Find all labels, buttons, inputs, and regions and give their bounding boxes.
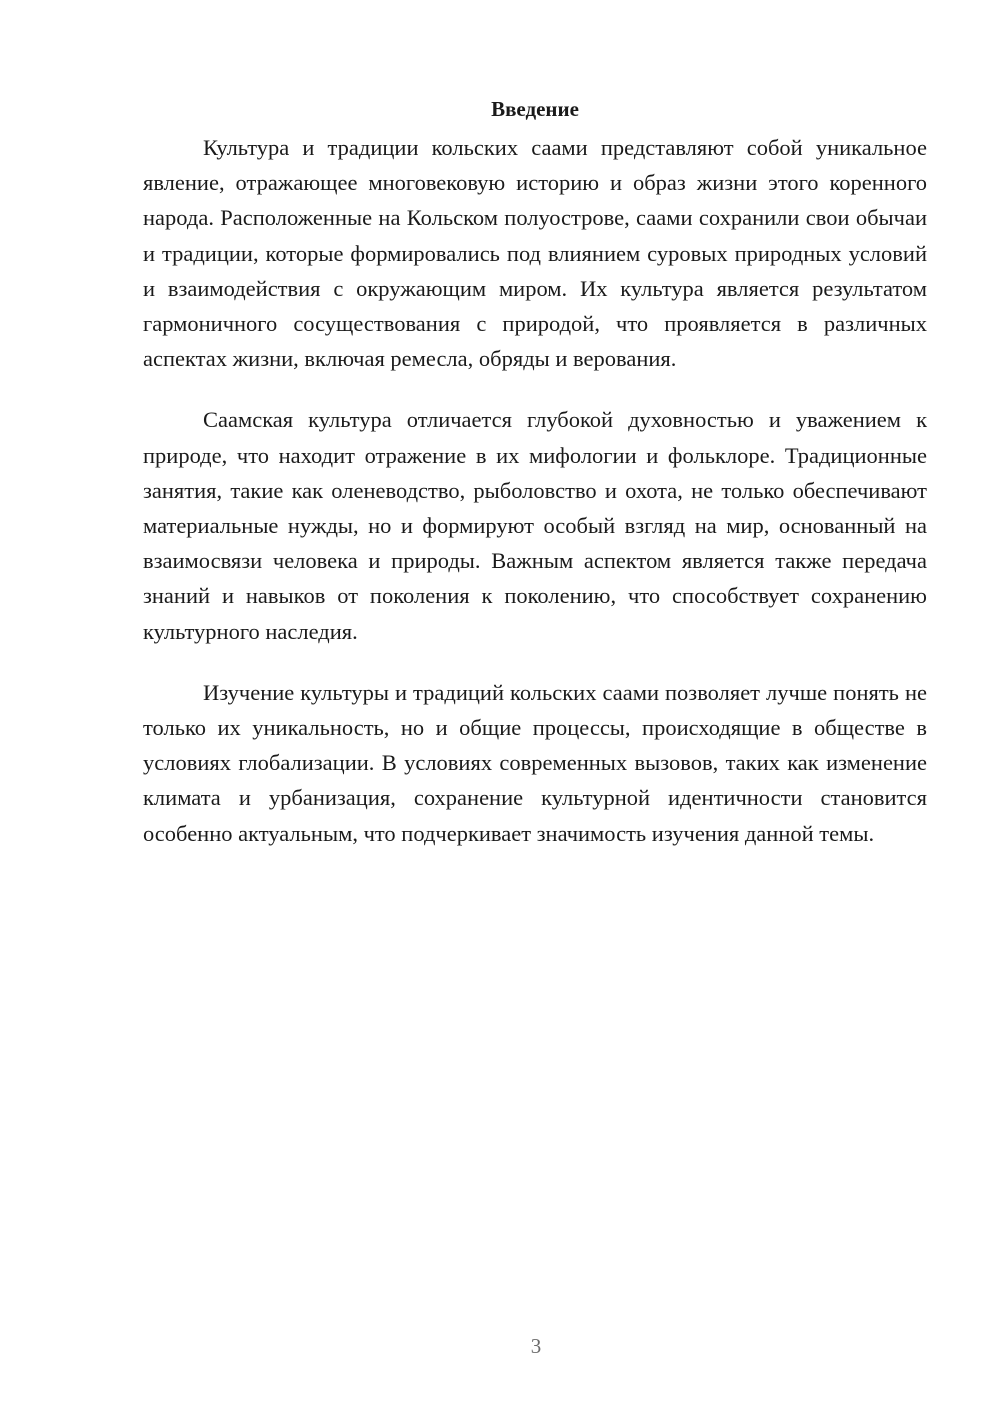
- page-content: [143, 92, 927, 877]
- paragraph-2: Саамская культура отличается глубокой духовностью и уважением к природе, что находит отражение в их мифологии и фольклоре. Традиционные занятия, такие как оленеводство, рыболовство и охота, не только обеспечивают материальные нужды, но и формируют особый взгляд на мир, основанный на взаимосвязи человека и природы. Важным аспектом является также передача знаний и навыков от поколения к поколению, что способствует сохранению культурного наследия.: [143, 407, 927, 644]
- paragraph-1: Культура и традиции кольских саами представляют собой уникальное явление, отражающее многовековую историю и образ жизни этого коренного народа. Расположенные на Кольском полуострове, саами сохранили свои обычаи и традиции, которые формировались под влиянием суровых природных условий и взаимодействия с окружающим миром. Их культура является результатом гармоничного сосуществования с природой, что проявляется в различных аспектах жизни, включая ремесла, обряды и верования.: [143, 135, 927, 372]
- section-heading: Введение: [491, 97, 579, 121]
- paragraph-3: Изучение культуры и традиций кольских саами позволяет лучше понять не только их уникальность, но и общие процессы, происходящие в обществе в условиях глобализации. В условиях современных вызовов, таких как изменение климата и урбанизация, сохранение культурной идентичности становится особенно актуальным, что подчеркивает значимость изучения данной темы.: [143, 679, 927, 846]
- page-number: 3: [530, 1334, 542, 1358]
